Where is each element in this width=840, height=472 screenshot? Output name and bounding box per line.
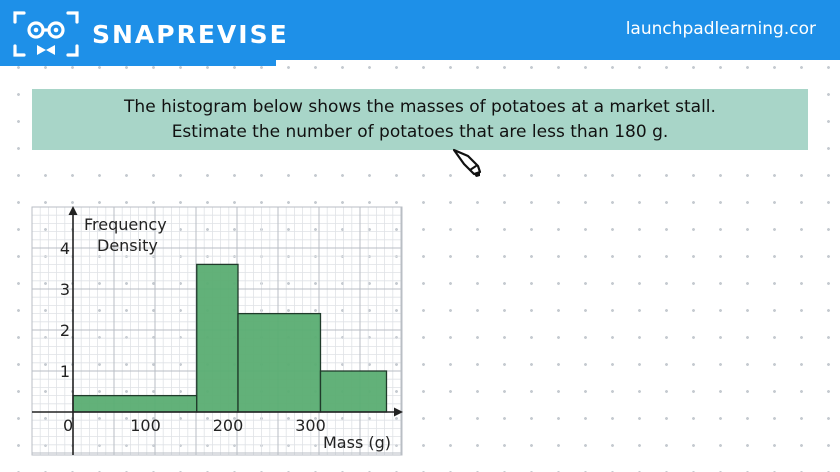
y-tick-label: 2 [59, 321, 70, 340]
brand-tab [0, 0, 289, 66]
y-tick-label: 3 [59, 280, 70, 299]
x-tick-label: 100 [130, 416, 161, 435]
site-url[interactable]: launchpadlearning.cor [625, 19, 816, 39]
y-tick-label: 1 [59, 362, 70, 381]
x-tick-label: 0 [63, 416, 74, 435]
histogram-chart [30, 205, 406, 457]
x-tick-label: 200 [212, 416, 244, 435]
histogram-bar [197, 264, 238, 412]
pen-cursor-icon [450, 146, 486, 182]
y-axis-label-line-2: Density [97, 236, 158, 255]
histogram-bar [238, 314, 321, 412]
robot-logo-icon [12, 10, 80, 58]
question-line-1: The histogram below shows the masses of potatoes at a market stall. [124, 96, 716, 117]
x-tick-label: 300 [295, 416, 326, 435]
question-line-2: Estimate the number of potatoes that are less than 180 g. [171, 121, 669, 142]
histogram-bar [73, 396, 197, 412]
histogram-bar [321, 371, 387, 412]
y-axis-label-line-1: Frequency [84, 215, 167, 234]
question-box [32, 89, 808, 150]
brand-name: SNAPREVISE [92, 20, 289, 49]
y-tick-label: 4 [59, 239, 70, 258]
x-axis-label: Mass (g) [323, 433, 392, 452]
